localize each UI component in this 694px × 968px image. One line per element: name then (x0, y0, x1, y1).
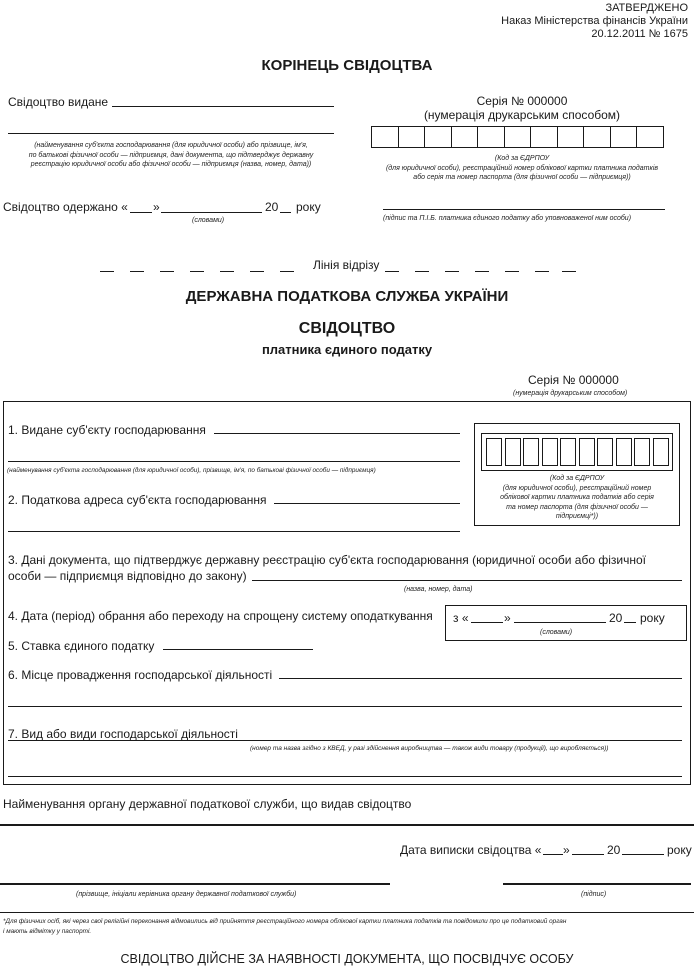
code-digit-cell[interactable] (505, 438, 521, 466)
field-6-label: 6. Місце провадження господарської діяльності (8, 668, 273, 682)
stub-signature-note: (підпис та П.І.Б. платника єдиного податку або уповноваженої ним особи) (383, 215, 632, 222)
field-7-input[interactable] (8, 740, 682, 741)
field-3-label-line2: особи — підприємця відповідно до закону) (8, 569, 247, 583)
issue-date-suffix: року (667, 843, 692, 857)
code-digit-cell[interactable] (634, 438, 650, 466)
field-2-input-2[interactable] (8, 531, 460, 532)
certificate-code-cells[interactable] (486, 438, 669, 466)
stub-code-note: (Код за ЄДРПОУ (для юридичної особи), реєстраційний номер облікової картки платника податків або серія та номер паспорта (для фізичної особи — підприємця)) (385, 155, 659, 181)
field-1-input-2[interactable] (8, 461, 460, 462)
certificate-series-note: (нумерація друкарським способом) (513, 390, 628, 397)
field-6-input-2[interactable] (8, 706, 682, 707)
head-name-input[interactable] (0, 883, 390, 885)
stub-received-suffix: року (296, 200, 321, 214)
code-digit-cell[interactable] (653, 438, 669, 466)
code-digit-cell[interactable] (636, 126, 664, 148)
field-4-from: з « (453, 611, 469, 625)
field-5-label: 5. Ставка єдиного податку (8, 639, 155, 653)
code-digit-cell[interactable] (579, 438, 595, 466)
certificate-subtitle: платника єдиного податку (261, 342, 433, 357)
field-4-suffix: року (640, 611, 665, 625)
footnote-line1: *Для фізичних осіб, які через свої релігійні переконання відмовились від прийняття реєстраційного номера облікової картки платника податків та повідомили про це податковий орган (3, 918, 567, 925)
stub-issued-field-2[interactable] (8, 133, 334, 134)
field-1-label: 1. Видане суб'єкту господарювання (8, 423, 206, 437)
authority-input[interactable] (0, 824, 694, 826)
issue-date-year-input[interactable] (622, 854, 664, 855)
approval-order: Наказ Міністерства фінансів України (501, 15, 688, 27)
code-digit-cell[interactable] (424, 126, 452, 148)
field-5-input[interactable] (163, 649, 313, 650)
approval-date: 20.12.2011 № 1675 (591, 28, 688, 40)
agency-title: ДЕРЖАВНА ПОДАТКОВА СЛУЖБА УКРАЇНИ (185, 288, 509, 305)
field-2-label: 2. Податкова адреса суб'єкта господарювання (8, 493, 267, 507)
code-digit-cell[interactable] (398, 126, 426, 148)
cut-line (100, 258, 570, 277)
code-digit-cell[interactable] (451, 126, 479, 148)
stub-received-label: Свідоцтво одержано « (3, 200, 128, 214)
stub-code-cells[interactable] (372, 126, 664, 148)
field-4-day-input[interactable] (471, 622, 503, 623)
field-4-note: (словами) (540, 629, 573, 636)
code-digit-cell[interactable] (477, 126, 505, 148)
signature-note: (підпис) (581, 891, 607, 898)
field-3-input[interactable] (252, 580, 682, 581)
issue-date-year: 20 (607, 843, 621, 857)
field-3-label-line1: 3. Дані документа, що підтверджує державну реєстрацію суб'єкта господарювання (юридичної особи або фізичної (8, 553, 646, 567)
code-digit-cell[interactable] (486, 438, 502, 466)
approval-block (501, 2, 688, 41)
stub-issued-note: (найменування суб'єкта господарювання (для юридичної особи) або прізвище, ім'я, по батькові фізичної особи — підприємця, дані документа, що підтверджує державну реєстрацію юридичної особи або фізичної особи — підприємця (назва, номер, дата)) (28, 142, 314, 168)
code-digit-cell[interactable] (557, 126, 585, 148)
stub-received-mid: » (153, 200, 160, 214)
certificate-series: Серія № 000000 (528, 373, 619, 387)
stub-issued-label: Свідоцтво видане (8, 95, 109, 109)
head-name-note: (прізвище, ініціали керівника органу державної податкової служби) (76, 891, 297, 898)
stub-signature-field[interactable] (383, 209, 665, 210)
stub-series: Серія № 000000 (476, 94, 568, 108)
field-1-input[interactable] (214, 433, 460, 434)
code-digit-cell[interactable] (542, 438, 558, 466)
stub-received-words-note: (словами) (192, 217, 225, 224)
stub-received-year: 20 (265, 200, 279, 214)
stub-issued-field[interactable] (112, 106, 334, 107)
approval-title: ЗАТВЕРДЖЕНО (605, 2, 688, 14)
code-digit-cell[interactable] (560, 438, 576, 466)
field-1-note: (найменування суб'єкта господарювання (для юридичної особи), прізвище, ім'я, по батькові фізичної особи — підприємця) (7, 467, 376, 474)
field-4-label: 4. Дата (період) обрання або переходу на спрощену систему оподаткування (8, 609, 433, 623)
issue-date-day-input[interactable] (543, 854, 563, 855)
code-digit-cell[interactable] (616, 438, 632, 466)
code-digit-cell[interactable] (523, 438, 539, 466)
stub-received-day-field[interactable] (130, 212, 152, 213)
field-7-label: 7. Вид або види господарської діяльності (8, 727, 238, 741)
code-digit-cell[interactable] (610, 126, 638, 148)
code-digit-cell[interactable] (583, 126, 611, 148)
certificate-code-note: (Код за ЄДРПОУ (для юридичної особи), реєстраційний номер облікової картки платника податків або серія та номер паспорта (для фізичної особи — підприємці*)) (500, 475, 654, 520)
code-digit-cell[interactable] (530, 126, 558, 148)
field-7-note: (номер та назва згідно з КВЕД, у разі здійснення виробництва — також види товару (продукції), що виробляється)) (250, 745, 609, 752)
field-4-year-input[interactable] (624, 622, 636, 623)
validity-statement: СВІДОЦТВО ДІЙСНЕ ЗА НАЯВНОСТІ ДОКУМЕНТА, ЩО ПОСВІДЧУЄ ОСОБУ (120, 952, 574, 966)
footnote-line2: і мають відмітку у паспорті. (3, 928, 92, 935)
field-4-month-input[interactable] (514, 622, 606, 623)
certificate-title: СВІДОЦТВО (298, 320, 396, 337)
issue-date-month-input[interactable] (572, 854, 604, 855)
stub-received-year-field[interactable] (280, 212, 291, 213)
code-digit-cell[interactable] (504, 126, 532, 148)
signature-input[interactable] (503, 883, 691, 885)
stub-series-note: (нумерація друкарським способом) (423, 108, 621, 122)
footnote-divider (0, 912, 694, 913)
code-digit-cell[interactable] (371, 126, 399, 148)
field-2-input[interactable] (274, 503, 460, 504)
field-7-input-2[interactable] (8, 776, 682, 777)
code-digit-cell[interactable] (597, 438, 613, 466)
field-3-note: (назва, номер, дата) (404, 586, 473, 593)
issue-date-label: Дата виписки свідоцтва « (400, 843, 542, 857)
field-4-year: 20 (609, 611, 623, 625)
authority-label: Найменування органу державної податкової служби, що видав свідоцтво (3, 797, 412, 811)
cut-line-label: Лінія відрізу (313, 258, 380, 272)
stub-received-month-field[interactable] (161, 212, 262, 213)
field-4-mid: » (504, 611, 511, 625)
field-6-input[interactable] (279, 678, 682, 679)
stub-title: КОРІНЕЦЬ СВІДОЦТВА (261, 57, 433, 74)
issue-date-mid: » (563, 843, 570, 857)
